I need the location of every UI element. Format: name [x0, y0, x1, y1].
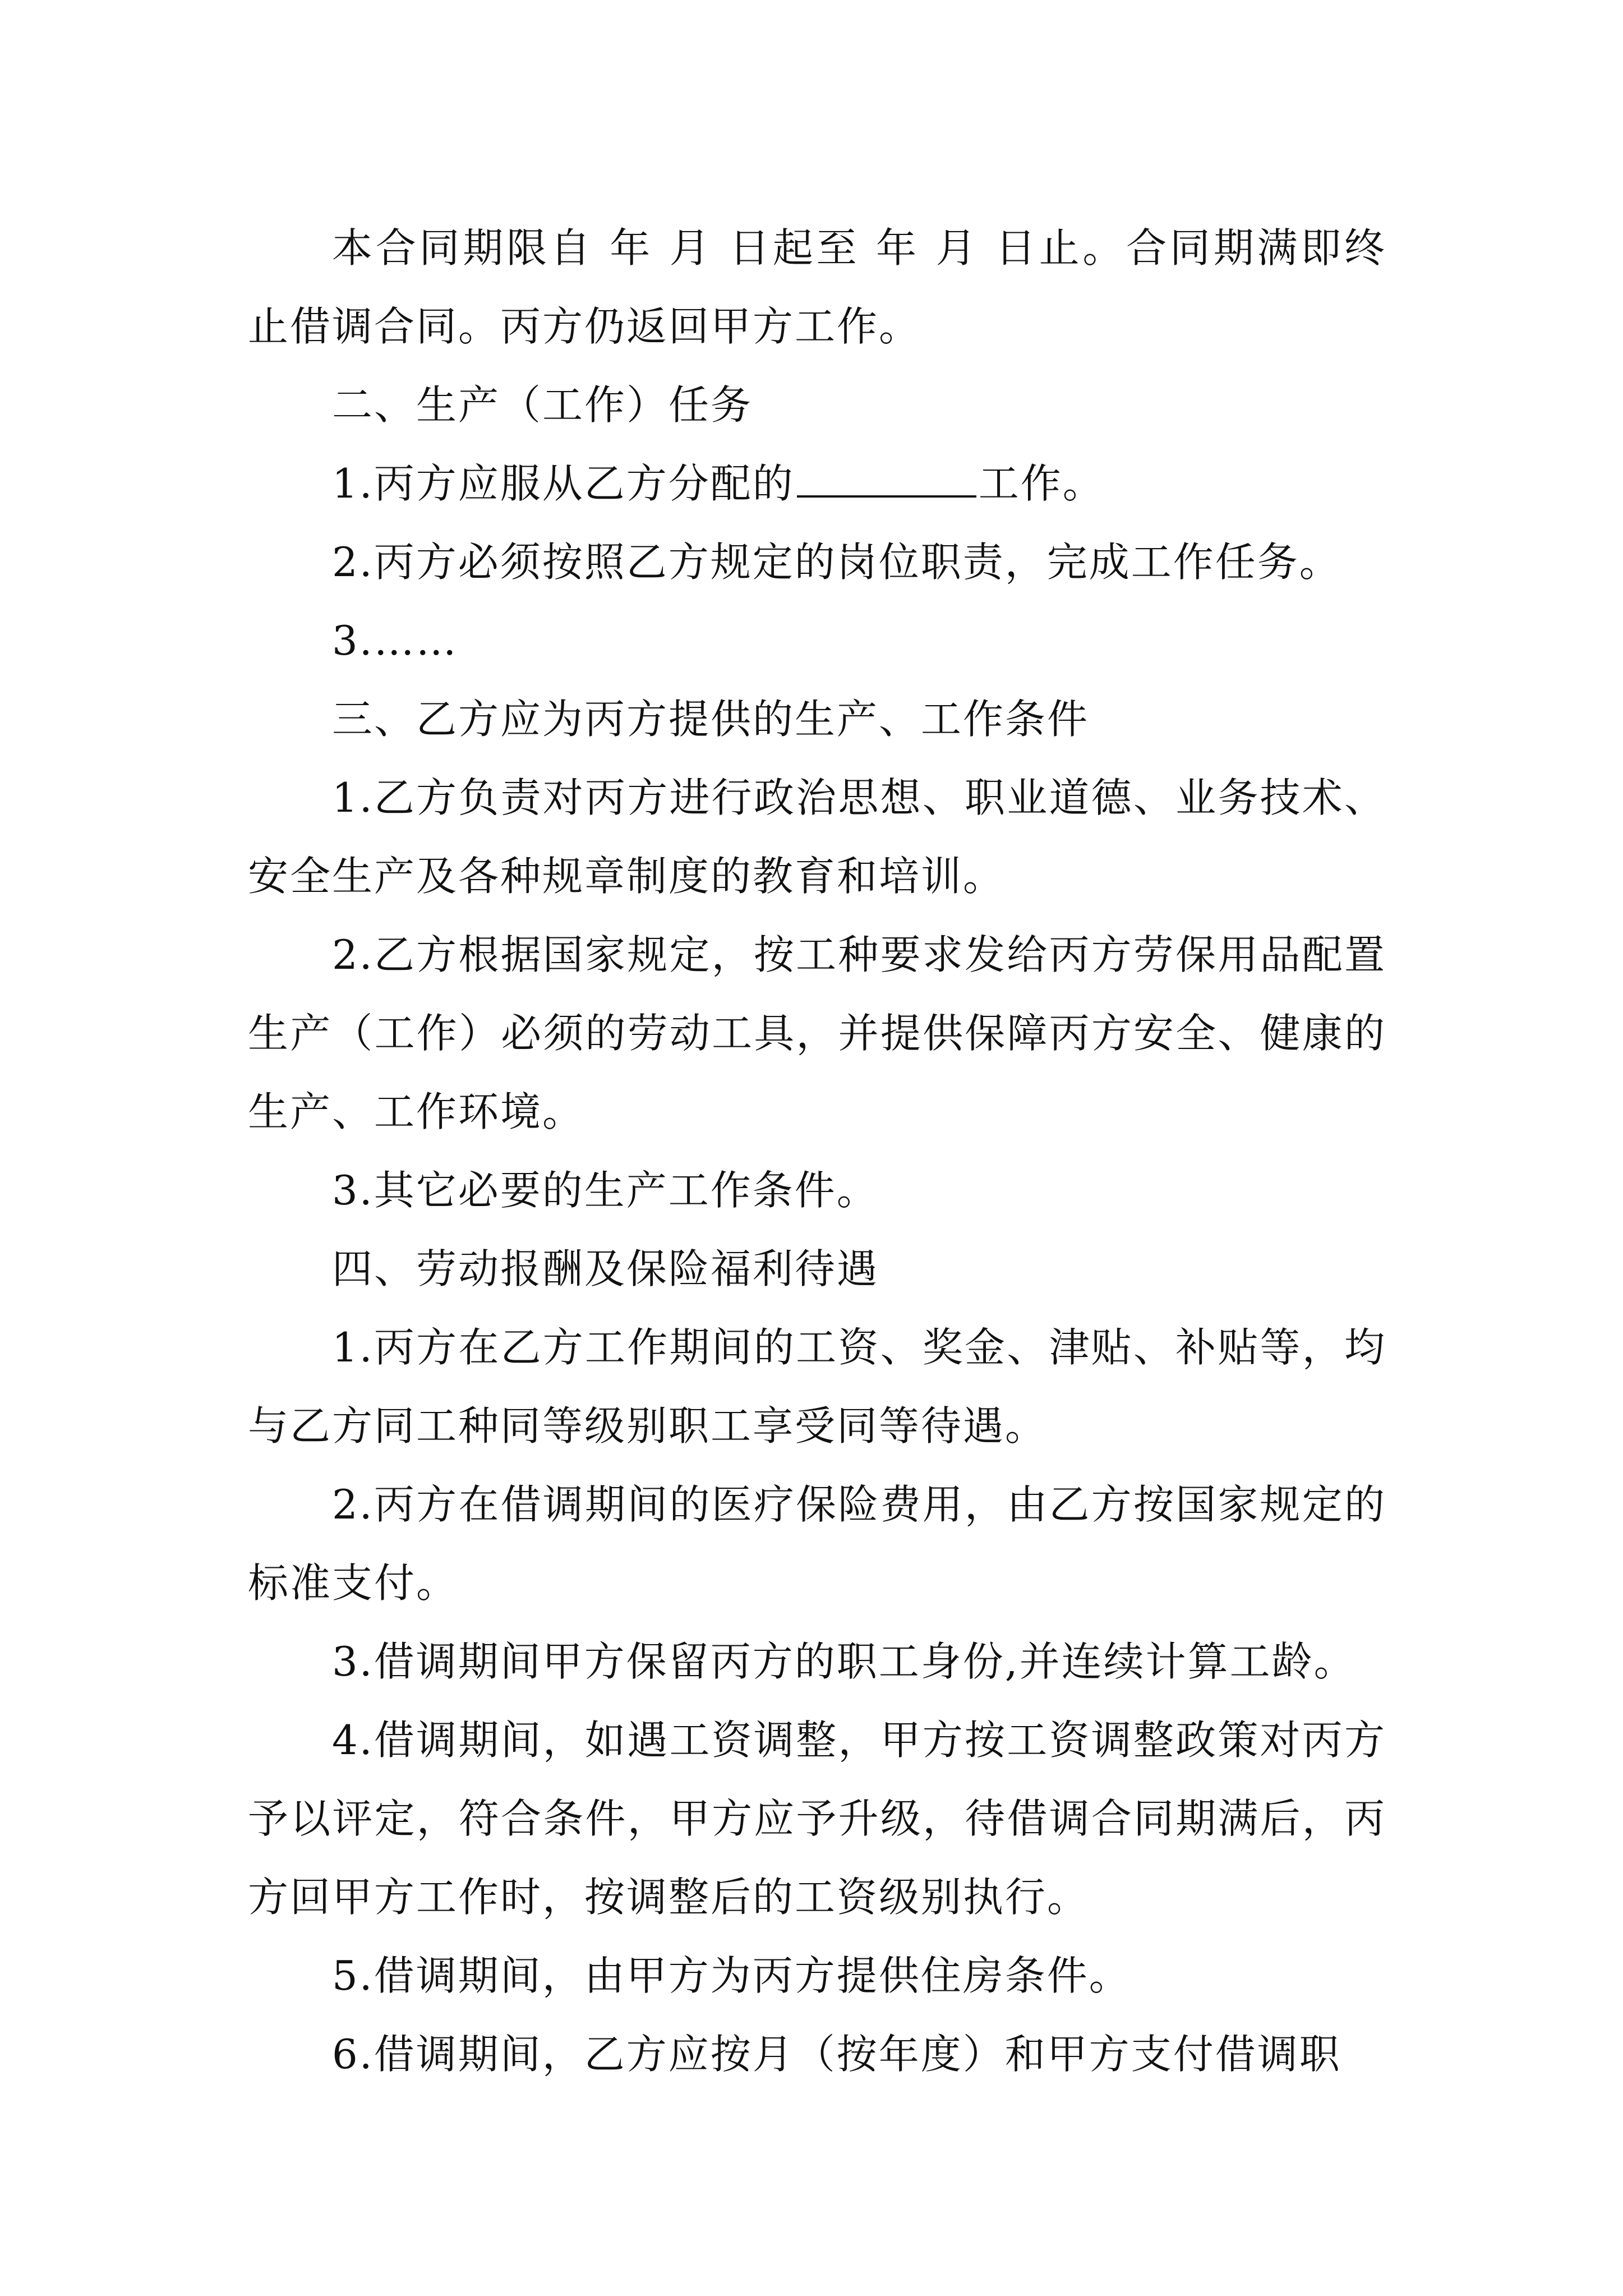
task-1-text-before: 1.丙方应服从乙方分配的	[332, 460, 795, 507]
paragraph-pay-4: 4.借调期间，如遇工资调整，甲方按工资调整政策对丙方予以评定，符合条件，甲方应予升级，待借调合同期满后，丙方回甲方工作时，按调整后的工资级别执行。	[248, 1717, 1386, 1921]
paragraph-pay-6: 6.借调期间，乙方应按月（按年度）和甲方支付借调职	[332, 2031, 1341, 2078]
paragraph-pay-2: 2.丙方在借调期间的医疗保险费用，由乙方按国家规定的标准支付。	[248, 1481, 1386, 1607]
heading-compensation: 四、劳动报酬及保险福利待遇	[332, 1245, 879, 1292]
contract-body	[248, 209, 1386, 2093]
paragraph-pay-1: 1.丙方在乙方工作期间的工资、奖金、津贴、补贴等，均与乙方同工种同等级别职工享受同等待遇。	[248, 1324, 1386, 1450]
paragraph-condition-2: 2.乙方根据国家规定，按工种要求发给丙方劳保用品配置生产（工作）必须的劳动工具，并提供保障丙方安全、健康的生产、工作环境。	[248, 931, 1386, 1135]
paragraph-term: 本合同期限自 年 月 日起至 年 月 日止。合同期满即终止借调合同。丙方仍返回甲方工作。	[248, 224, 1386, 350]
paragraph-pay-5: 5.借调期间，由甲方为丙方提供住房条件。	[332, 1952, 1131, 1999]
heading-work-conditions: 三、乙方应为丙方提供的生产、工作条件	[332, 696, 1090, 743]
paragraph-pay-3: 3.借调期间甲方保留丙方的职工身份,并连续计算工龄。	[332, 1638, 1356, 1685]
paragraph-task-3: 3.……	[332, 617, 458, 664]
paragraph-condition-1: 1.乙方负责对丙方进行政治思想、职业道德、业务技术、安全生产及各种规章制度的教育和培训。	[248, 774, 1386, 900]
paragraph-task-2: 2.丙方必须按照乙方规定的岗位职责，完成工作任务。	[332, 539, 1341, 586]
fill-in-blank	[797, 462, 976, 498]
paragraph-condition-3: 3.其它必要的生产工作条件。	[332, 1167, 879, 1214]
paragraph-task-1	[248, 444, 1386, 523]
task-1-text-after: 工作。	[978, 460, 1105, 507]
heading-production-tasks: 二、生产（工作）任务	[332, 381, 753, 429]
